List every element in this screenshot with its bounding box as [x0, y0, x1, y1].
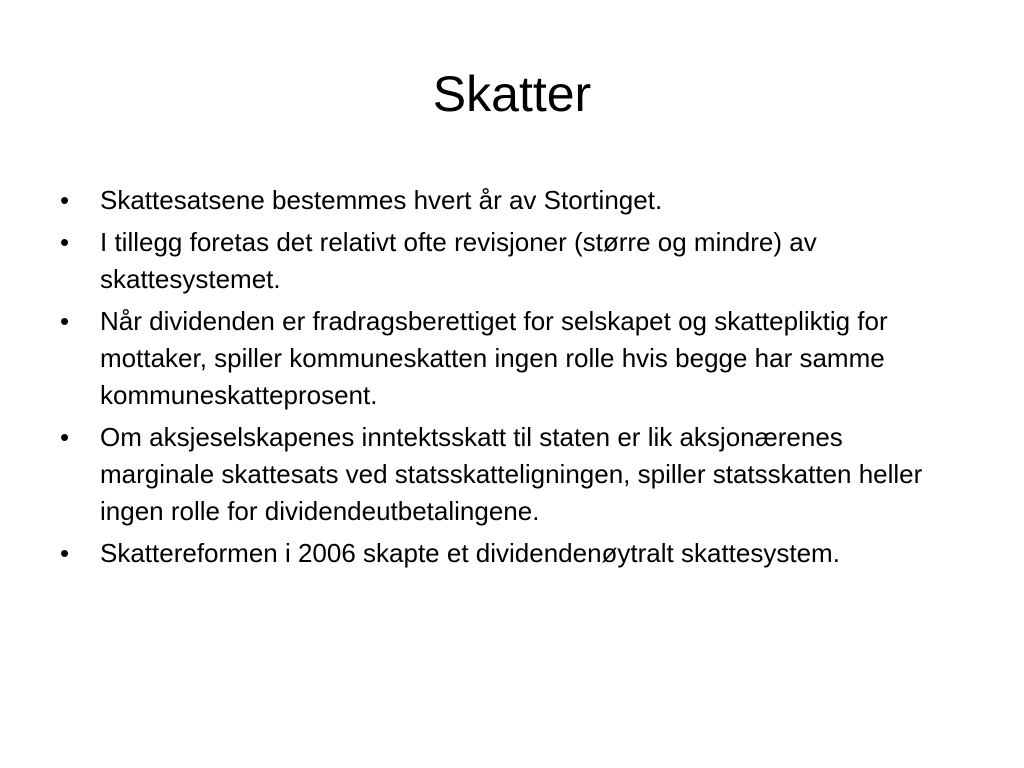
bullet-marker-icon: •	[60, 422, 70, 452]
bullet-marker-icon: •	[60, 185, 70, 215]
bullet-item	[58, 419, 958, 530]
bullet-text: I tillegg foretas det relativt ofte revisjoner (større og mindre) av skattesystemet.	[100, 227, 817, 294]
bullet-item	[58, 303, 958, 414]
bullet-marker-icon: •	[60, 227, 70, 257]
bullet-marker-icon: •	[60, 538, 70, 568]
bullet-text: Skattereformen i 2006 skapte et dividendenøytralt skattesystem.	[100, 538, 840, 568]
bullet-text: Når dividenden er fradragsberettiget for selskapet og skattepliktig for mottaker, spiller kommuneskatten ingen rolle hvis begge har samme kommuneskatteprosent.	[100, 306, 888, 410]
slide-title: Skatter	[432, 66, 592, 122]
bullet-marker-icon: •	[60, 306, 70, 336]
bullet-text: Skattesatsene bestemmes hvert år av Stortinget.	[100, 185, 663, 215]
bullet-text: Om aksjeselskapenes inntektsskatt til staten er lik aksjonærenes marginale skattesats ved statsskatteligningen, spiller statsskatten heller ingen rolle for dividendeutbetalingene.	[100, 422, 923, 526]
bullet-item	[58, 535, 958, 572]
bullet-item	[58, 182, 958, 219]
bullet-item	[58, 224, 958, 298]
bullet-list	[58, 182, 958, 577]
